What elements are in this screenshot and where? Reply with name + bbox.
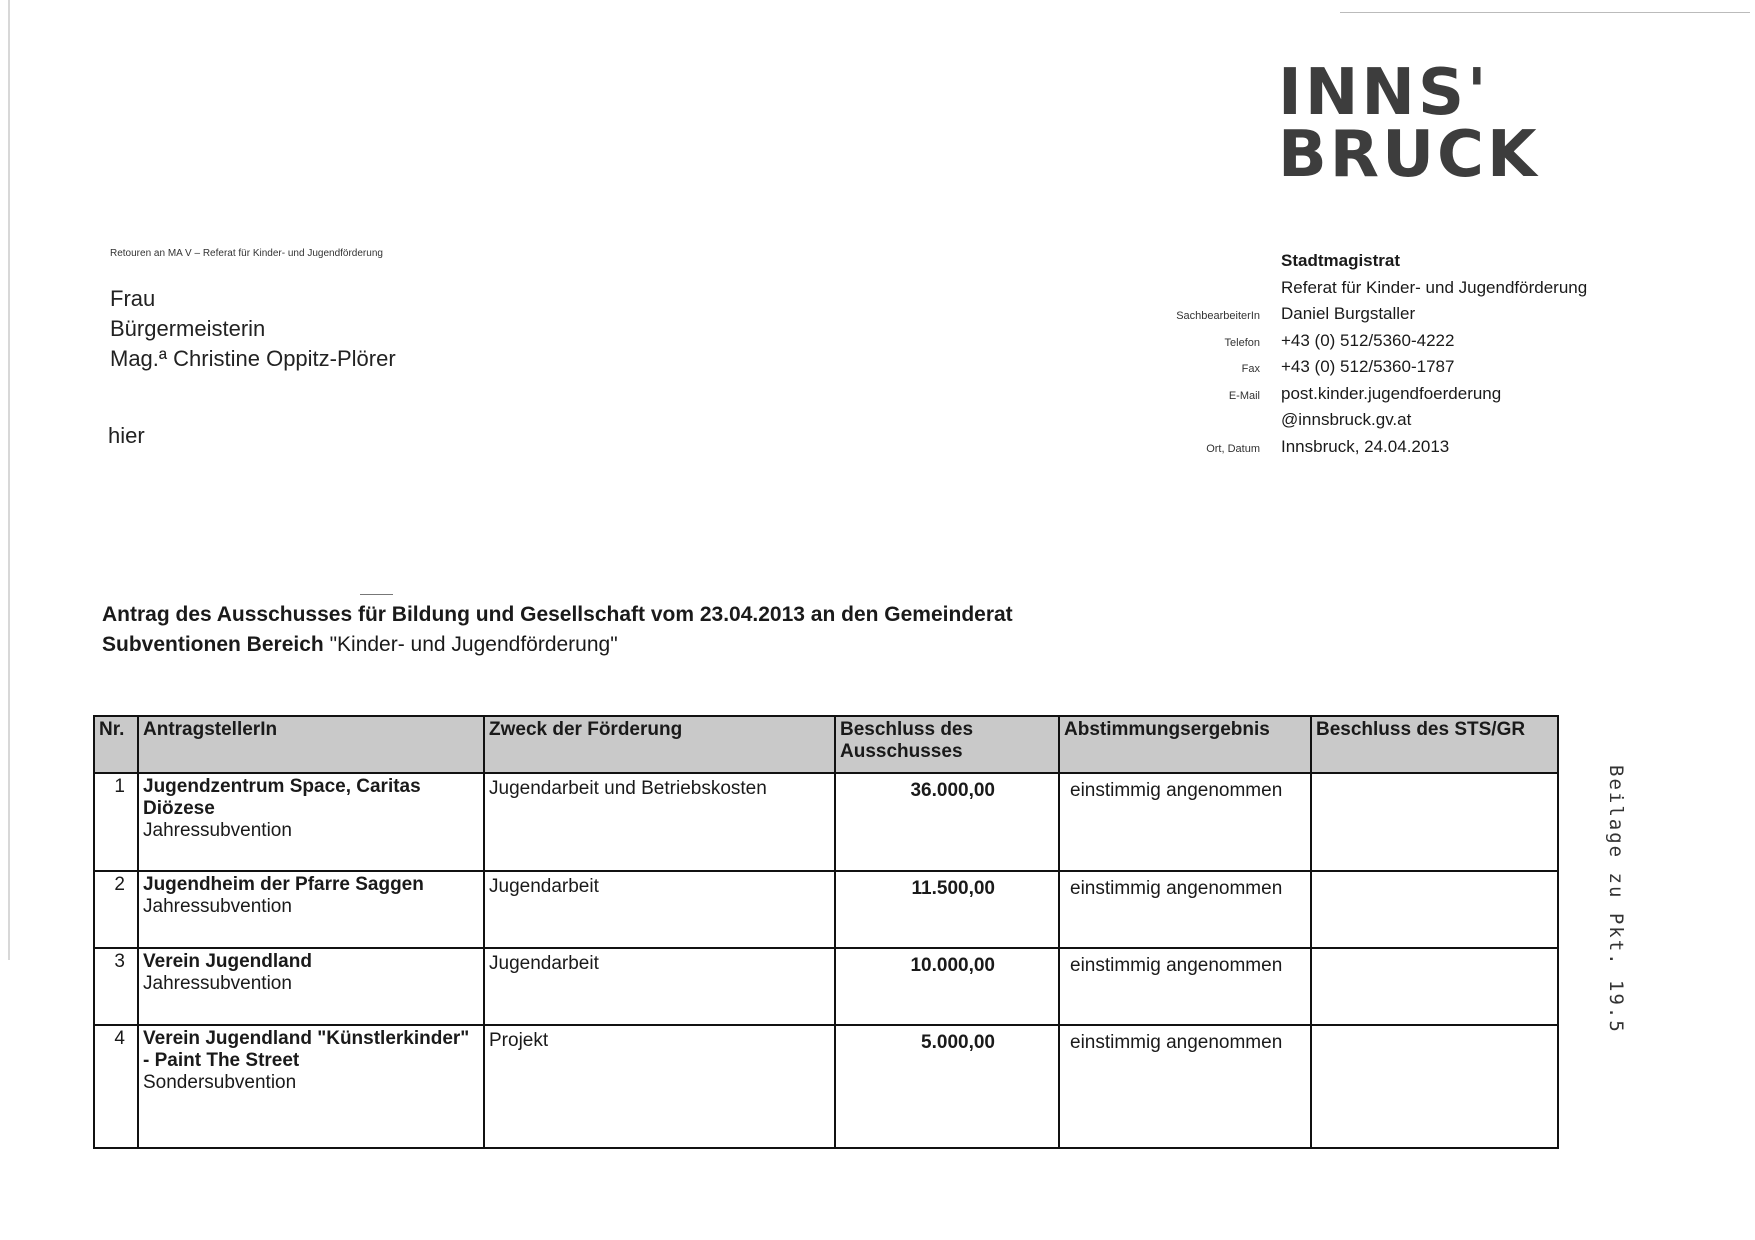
label-fax: Fax [1241,363,1260,375]
subsidy-type: Sondersubvention [143,1072,297,1093]
innsbruck-logo [1278,56,1540,192]
row-applicant [138,1025,484,1148]
col-nr: Nr. [94,716,138,773]
recipient-line-1: Frau [110,286,156,311]
row-result: einstimmig angenommen [1059,871,1311,948]
office-clerk: Daniel Burgstaller [1281,304,1416,323]
row-applicant [138,871,484,948]
table-header [94,716,1558,773]
heading-line-2 [102,630,1013,660]
office-email-1: post.kinder.jugendfoerderung [1281,383,1502,403]
office-fax: +43 (0) 512/5360-1787 [1281,357,1455,376]
row-amount: 5.000,00 [835,1025,1059,1148]
table-row [94,871,1558,948]
row-nr: 3 [94,948,138,1025]
col-vote-result: Abstimmungsergebnis [1059,716,1311,773]
row-applicant [138,948,484,1025]
applicant-name: Verein Jugendland [143,951,312,972]
label-clerk: SachbearbeiterIn [1176,310,1260,322]
office-labels [1150,303,1260,462]
applicant-name: Verein Jugendland "Künstlerkinder" - Paint The Street [143,1028,470,1071]
scan-edge [8,0,10,960]
row-sts [1311,871,1558,948]
row-result: einstimmig angenommen [1059,1025,1311,1148]
row-purpose: Projekt [484,1025,835,1148]
label-spacer [1150,409,1260,436]
row-result: einstimmig angenommen [1059,948,1311,1025]
recipient-line-3: Mag.ª Christine Oppitz-Plörer [110,346,396,371]
row-purpose: Jugendarbeit [484,948,835,1025]
label-place-date: Ort, Datum [1206,442,1260,455]
label-email: E-Mail [1228,389,1260,402]
row-nr: 4 [94,1025,138,1148]
applicant-name: Jugendzentrum Space, Caritas Diözese [143,776,421,819]
office-block [1281,248,1587,460]
col-purpose: Zweck der Förderung [484,716,835,773]
subsidy-table [93,715,1559,1149]
recipient-line-2: Bürgermeisterin [110,316,266,341]
heading-line-1: Antrag des Ausschusses für Bildung und Gesellschaft vom 23.04.2013 an den Gemeinderat [102,603,1013,626]
row-sts [1311,773,1558,871]
logo-line-1: INNS' [1278,56,1490,130]
heading-line-2-bold: Subventionen Bereich [102,633,324,656]
row-sts [1311,1025,1558,1148]
row-nr: 1 [94,773,138,871]
col-applicant: AntragstellerIn [138,716,484,773]
office-email-2: @innsbruck.gv.at [1281,410,1412,429]
office-title: Stadtmagistrat [1281,251,1401,270]
subsidy-type: Jahressubvention [143,896,292,917]
table-row [94,773,1558,871]
subsidy-type: Jahressubvention [143,973,292,994]
label-phone: Telefon [1224,336,1260,349]
row-sts [1311,948,1558,1025]
logo-line-2: BRUCK [1278,118,1540,192]
office-place-date: Innsbruck, 24.04.2013 [1281,436,1450,456]
col-committee-decision: Beschluss des Ausschusses [835,716,1059,773]
row-purpose: Jugendarbeit und Betriebskosten [484,773,835,871]
row-amount: 11.500,00 [835,871,1059,948]
side-annotation: Beilage zu Pkt. 19.5 [1605,765,1627,1034]
col-sts-decision: Beschluss des STS/GR [1311,716,1558,773]
row-amount: 10.000,00 [835,948,1059,1025]
document-heading [102,600,1013,660]
office-department: Referat für Kinder- und Jugendförderung [1281,277,1588,297]
table-row [94,948,1558,1025]
row-amount: 36.000,00 [835,773,1059,871]
table-row [94,1025,1558,1148]
row-applicant [138,773,484,871]
row-purpose: Jugendarbeit [484,871,835,948]
subsidy-type: Jahressubvention [143,820,292,841]
return-address: Retouren an MA V – Referat für Kinder- und Jugendförderung [110,248,383,259]
row-result: einstimmig angenommen [1059,773,1311,871]
divider-mark [360,594,393,595]
recipient-hier: hier [108,423,145,448]
office-phone: +43 (0) 512/5360-4222 [1281,330,1455,350]
scan-top-line [1340,12,1750,13]
heading-line-2-rest: "Kinder- und Jugendförderung" [329,633,618,656]
recipient-address [110,284,396,374]
row-nr: 2 [94,871,138,948]
applicant-name: Jugendheim der Pfarre Saggen [143,874,424,895]
